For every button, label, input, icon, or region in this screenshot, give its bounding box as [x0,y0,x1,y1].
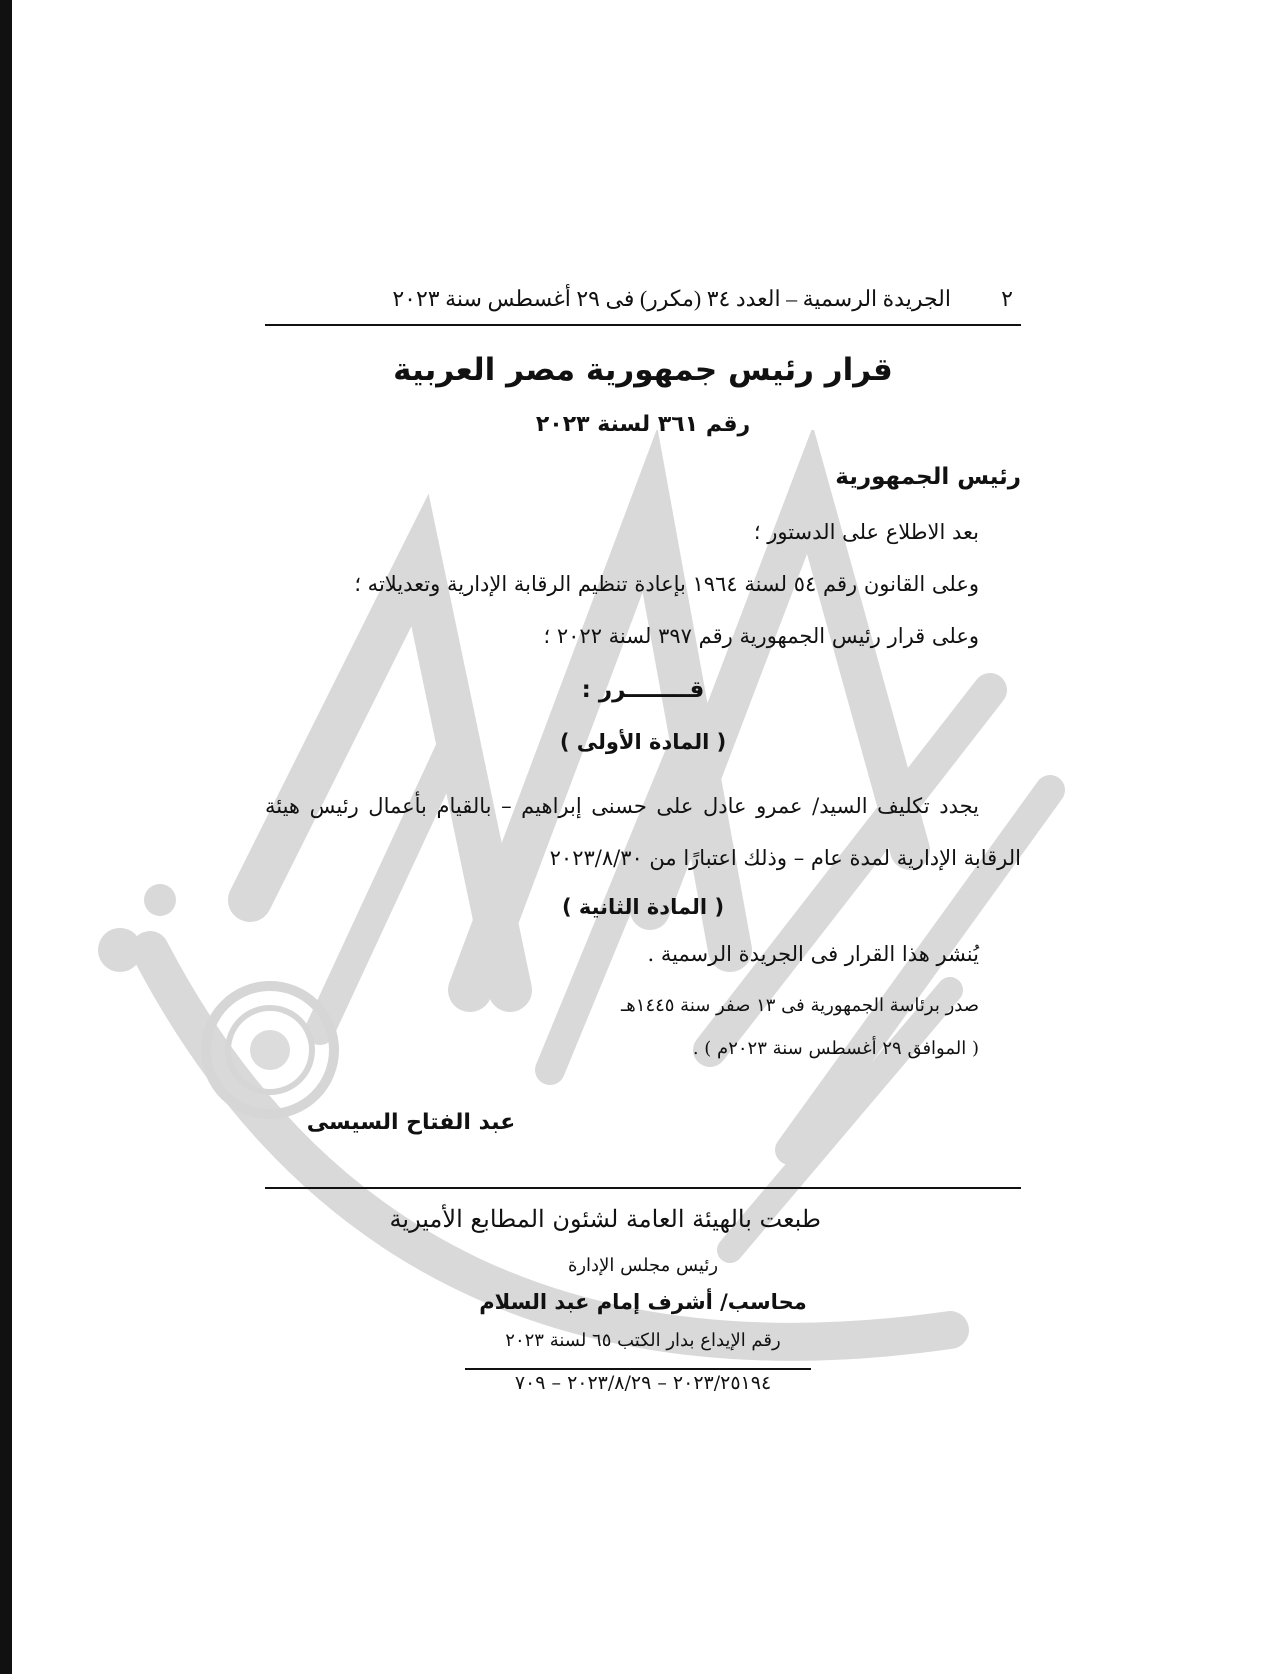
gazette-header-title: الجريدة الرسمية – العدد ٣٤ (مكرر) فى ٢٩ أغسطس سنة ٢٠٢٣ [392,286,951,311]
article-1-text: يجدد تكليف السيد/ عمرو عادل على حسنى إبراهيم – بالقيام بأعمال رئيس هيئة الرقابة الإدارية لمدة عام – وذلك اعتبارًا من ٢٠٢٣/٨/٣٠ [265,794,1021,870]
decided-colon: : [581,677,591,703]
print-serial: ٢٠٢٣/٢٥١٩٤ – ٢٠٢٣/٨/٢٩ – ٧٠٩ [514,1372,772,1394]
preamble-line-1: بعد الاطلاع على الدستور ؛ [753,520,979,544]
preamble-line-2: وعلى القانون رقم ٥٤ لسنة ١٩٦٤ بإعادة تنظيم الرقابة الإدارية وتعديلاته ؛ [354,572,979,596]
printer-name: طبعت بالهيئة العامة لشئون المطابع الأميرية [389,1205,821,1233]
header-divider [265,324,1021,326]
page-number: ٢ [1001,286,1013,311]
article-1-heading: ( المادة الأولى ) [559,730,727,754]
left-edge-bar [0,0,12,1674]
board-chair-title: رئيس مجلس الإدارة [567,1255,719,1276]
decree-number: رقم ٣٦١ لسنة ٢٠٢٣ [535,412,751,437]
deposit-number: رقم الإيداع بدار الكتب ٦٥ لسنة ٢٠٢٣ [505,1330,781,1351]
decree-title: قرار رئيس جمهورية مصر العربية [393,352,893,388]
signatory-name: عبد الفتاح السيسى [306,1110,516,1135]
footer-divider [265,1187,1021,1189]
decree-issuer: رئيس الجمهورية [835,464,1021,490]
deposit-divider [465,1368,811,1370]
article-2-text: يُنشر هذا القرار فى الجريدة الرسمية . [647,942,979,966]
decided-label: قــــــــرر [598,677,705,703]
issued-line: صدر برئاسة الجمهورية فى ١٣ صفر سنة ١٤٤٥هـ [621,995,979,1016]
corresponding-date-line: ( الموافق ٢٩ أغسطس سنة ٢٠٢٣م ) . [692,1038,979,1059]
article-2-heading: ( المادة الثانية ) [561,895,725,919]
page-header [265,282,1021,318]
watermark-seal [206,986,334,1114]
decided-heading [265,677,1021,703]
preamble-line-3: وعلى قرار رئيس الجمهورية رقم ٣٩٧ لسنة ٢٠٢٢ ؛ [543,624,979,648]
board-chair-name: محاسب/ أشرف إمام عبد السلام [479,1290,807,1314]
